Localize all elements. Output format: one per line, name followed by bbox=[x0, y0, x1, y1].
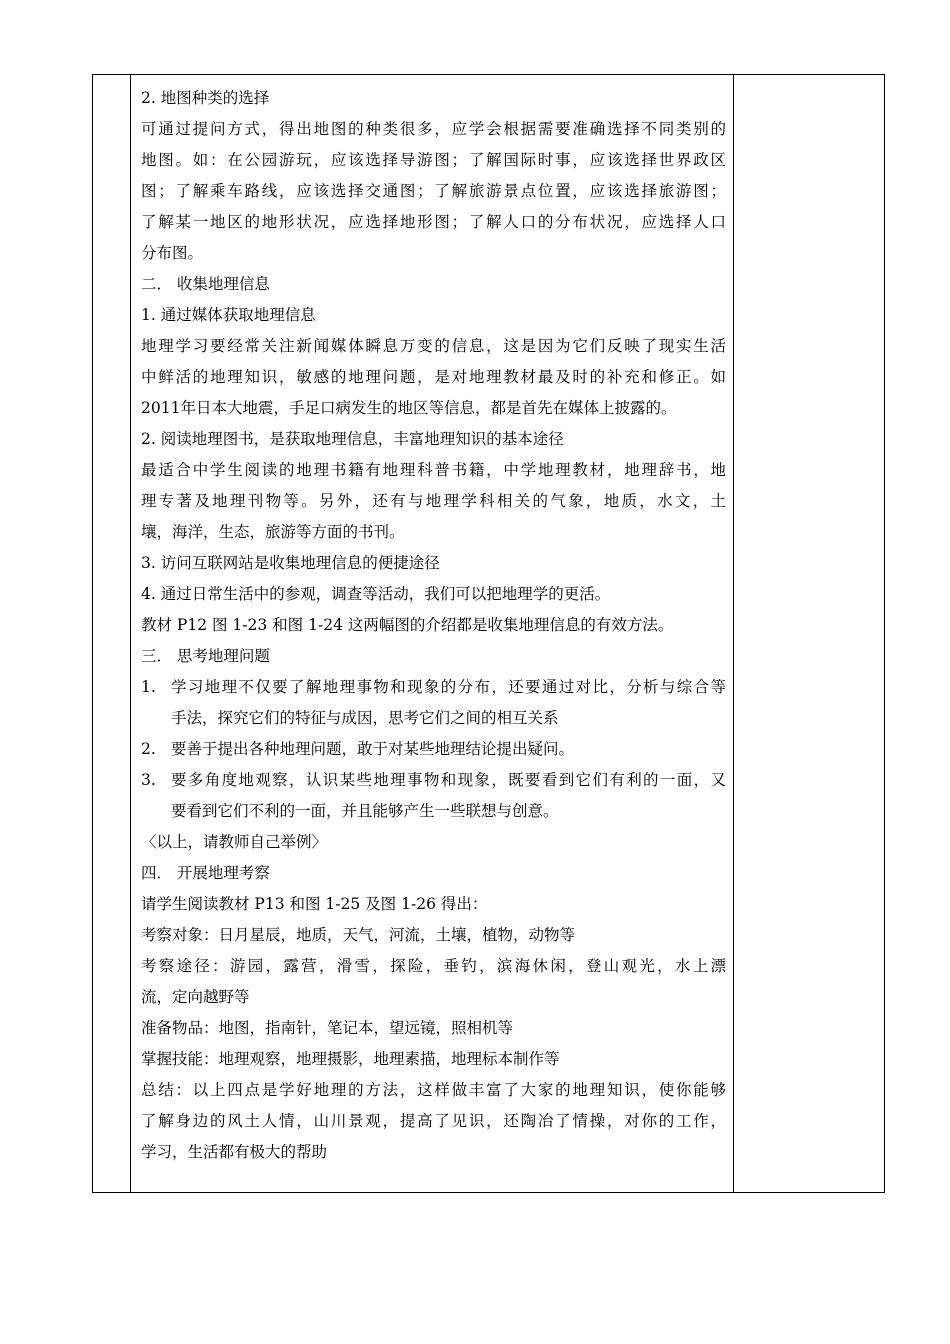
list-number: 1. bbox=[141, 678, 156, 696]
text-line: 手法，探究它们的特征与成因，思考它们之间的相互关系 bbox=[171, 709, 559, 727]
text-line: 分布图。 bbox=[141, 244, 204, 262]
text-line: 准备物品：地图，指南针，笔记本，望远镜，照相机等 bbox=[141, 1019, 514, 1037]
text-line: 地理学习要经常关注新闻媒体瞬息万变的信息，这是因为它们反映了现实生活 bbox=[141, 337, 726, 355]
text-line: 2011年日本大地震，手足口病发生的地区等信息，都是首先在媒体上披露的。 bbox=[141, 399, 677, 417]
list-text: 学习地理不仅要了解地理事物和现象的分布，还要通过对比，分析与综合等 bbox=[171, 678, 726, 696]
list-text: 要多角度地观察，认识某些地理事物和现象，既要看到它们有利的一面，又 bbox=[171, 771, 726, 789]
text-line: 了解身边的风土人情，山川景观，提高了见识，还陶冶了情操，对你的工作， bbox=[141, 1112, 726, 1130]
lesson-table bbox=[92, 74, 885, 1193]
text-line: 可通过提问方式，得出地图的种类很多，应学会根据需要准确选择不同类别的 bbox=[141, 120, 726, 138]
text-line: 1. 通过媒体获取地理信息 bbox=[141, 306, 316, 324]
text-line: 总结：以上四点是学好地理的方法，这样做丰富了大家的地理知识，使你能够 bbox=[141, 1081, 726, 1099]
text-line: 了解某一地区的地形状况，应选择地形图；了解人口的分布状况，应选择人口 bbox=[141, 213, 726, 231]
list-text: 要善于提出各种地理问题，敢于对某些地理结论提出疑问。 bbox=[171, 740, 575, 758]
text-line: 最适合中学生阅读的地理书籍有地理科普书籍，中学地理教材，地理辞书，地 bbox=[141, 461, 726, 479]
text-line: 三． 思考地理问题 bbox=[141, 647, 270, 665]
text-line: 3. 访问互联网站是收集地理信息的便捷途径 bbox=[141, 554, 440, 572]
text-line: 掌握技能：地理观察，地理摄影，地理素描，地理标本制作等 bbox=[141, 1050, 560, 1068]
list-number: 3. bbox=[141, 771, 156, 789]
list-number: 2. bbox=[141, 740, 156, 758]
text-line: 教材 P12 图 1-23 和图 1-24 这两幅图的介绍都是收集地理信息的有效方法。 bbox=[141, 616, 674, 634]
text-line: 中鲜活的地理知识，敏感的地理问题，是对地理教材最及时的补充和修正。如 bbox=[141, 368, 726, 386]
text-line: 4. 通过日常生活中的参观，调查等活动，我们可以把地理学的更活。 bbox=[141, 585, 611, 603]
text-line: 流，定向越野等 bbox=[141, 988, 250, 1006]
text-line: 要看到它们不利的一面，并且能够产生一些联想与创意。 bbox=[171, 802, 559, 820]
text-line: 〈以上，请教师自己举例〉 bbox=[141, 833, 328, 851]
text-line bbox=[141, 734, 726, 765]
text-line: 壤，海洋，生态，旅游等方面的书刊。 bbox=[141, 523, 405, 541]
lesson-content-cell bbox=[141, 83, 726, 1168]
text-line: 2. 地图种类的选择 bbox=[141, 89, 270, 107]
text-line: 请学生阅读教材 P13 和图 1-25 及图 1-26 得出： bbox=[141, 895, 488, 913]
text-line: 考察对象：日月星辰，地质，天气，河流，土壤，植物，动物等 bbox=[141, 926, 576, 944]
text-line: 学习，生活都有极大的帮助 bbox=[141, 1143, 328, 1161]
text-line: 考察途径：游园，露营，滑雪，探险，垂钓，滨海休闲，登山观光，水上漂 bbox=[141, 957, 726, 975]
table-divider-right bbox=[733, 75, 734, 1192]
text-line: 二． 收集地理信息 bbox=[141, 275, 270, 293]
text-line: 四． 开展地理考察 bbox=[141, 864, 270, 882]
text-line bbox=[141, 765, 726, 796]
text-line: 图；了解乘车路线，应该选择交通图；了解旅游景点位置，应该选择旅游图； bbox=[141, 182, 726, 200]
text-line: 理专著及地理刊物等。另外，还有与地理学科相关的气象，地质，水文，土 bbox=[141, 492, 726, 510]
text-line: 地图。如：在公园游玩，应该选择导游图；了解国际时事，应该选择世界政区 bbox=[141, 151, 726, 169]
text-line bbox=[141, 672, 726, 703]
table-divider-left bbox=[130, 75, 131, 1192]
text-line: 2. 阅读地理图书，是获取地理信息，丰富地理知识的基本途径 bbox=[141, 430, 564, 448]
